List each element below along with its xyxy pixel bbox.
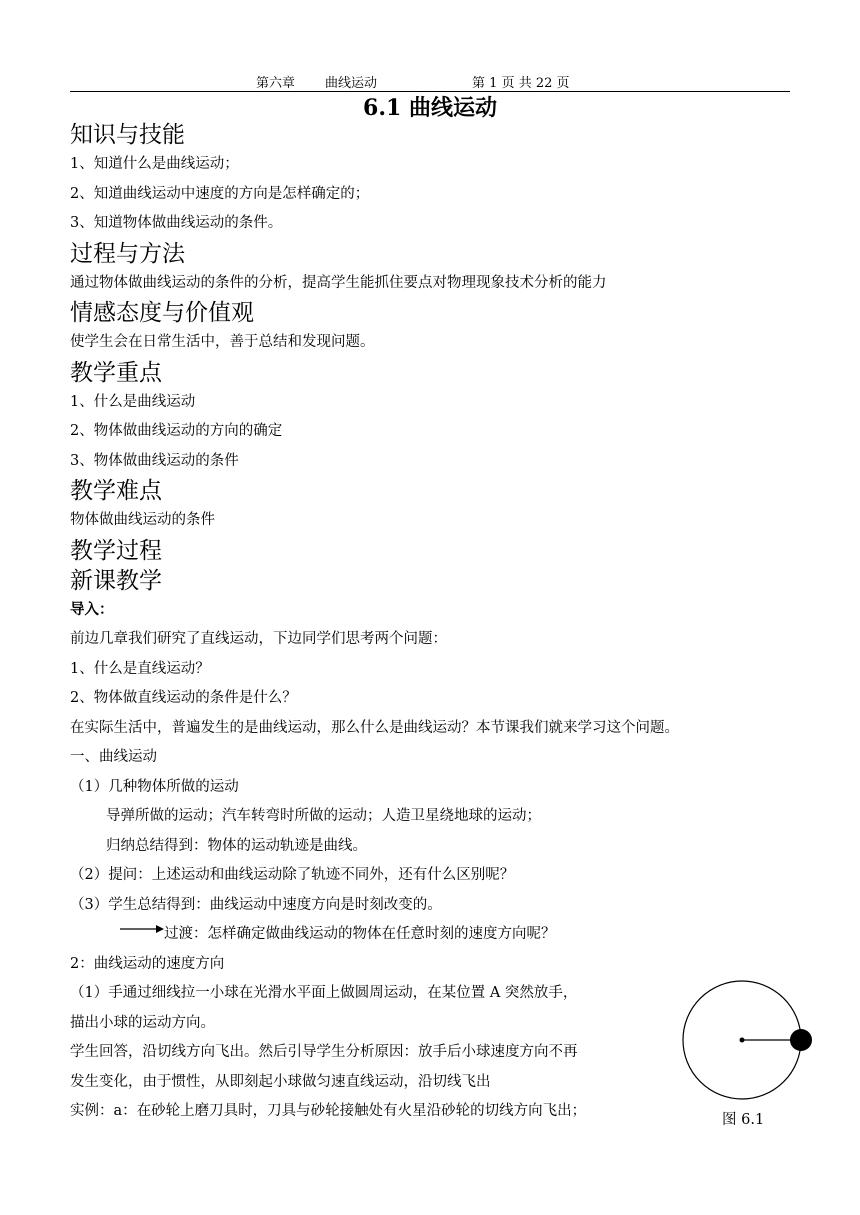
center-point	[740, 1038, 745, 1043]
heading-new-lesson: 新课教学	[70, 567, 162, 594]
heading-knowledge: 知识与技能	[70, 122, 185, 148]
paragraph: 物体做曲线运动的条件	[70, 512, 215, 528]
arrow-right-icon	[120, 924, 164, 934]
paragraph: 描出小球的运动方向。	[70, 1014, 215, 1031]
paragraph: 前边几章我们研究了直线运动，下边同学们思考两个问题：	[70, 631, 447, 647]
heading-focus: 教学重点	[70, 359, 162, 386]
heading-difficulty: 教学难点	[70, 478, 162, 504]
header-page-info: 第 1 页 共 22 页	[472, 76, 570, 91]
paragraph: 学生回答，沿切线方向飞出。然后引导学生分析原因：放手后小球速度方向不再	[70, 1044, 578, 1060]
paragraph: 在实际生活中，普遍发生的是曲线运动，那么什么是曲线运动？本节课我们就来学习这个问题。	[70, 719, 679, 736]
paragraph: 归纳总结得到：物体的运动轨迹是曲线。	[106, 837, 367, 854]
paragraph: 发生变化，由于惯性，从即刻起小球做匀速直线运动，沿切线飞出	[70, 1073, 491, 1090]
page-title: 6.1 曲线运动	[363, 95, 497, 121]
paragraph: （1）手通过细线拉一小球在光滑水平面上做圆周运动，在某位置 A 突然放手，	[70, 985, 578, 1001]
transition-text: 过渡：怎样确定做曲线运动的物体在任意时刻的速度方向呢？	[164, 926, 556, 942]
heading-emotion: 情感态度与价值观	[70, 300, 254, 326]
header-chapter-title: 曲线运动	[325, 76, 378, 91]
header-chapter: 第六章	[256, 76, 296, 91]
list-item: 1、什么是直线运动？	[70, 660, 210, 677]
intro-label: 导入：	[70, 601, 114, 618]
list-item: （3）学生总结得到：曲线运动中速度方向是时刻改变的。	[70, 896, 442, 913]
document-body	[70, 120, 800, 1127]
list-item: 2、物体做曲线运动的方向的确定	[70, 423, 283, 439]
paragraph: 导弹所做的运动；汽车转弯时所做的运动；人造卫星绕地球的运动；	[106, 808, 541, 824]
figure-caption: 图 6.1	[722, 1112, 765, 1128]
list-item: 3、知道物体做曲线运动的条件。	[70, 215, 283, 231]
list-item: 1、什么是曲线运动	[70, 393, 196, 410]
paragraph: 实例：a：在砂轮上磨刀具时，刀具与砂轮接触处有火星沿砂轮的切线方向飞出；	[70, 1103, 587, 1119]
section-title: 2：曲线运动的速度方向	[70, 955, 225, 972]
list-item: 1、知道什么是曲线运动；	[70, 156, 239, 172]
transition-line	[70, 920, 800, 950]
section-title: 一、曲线运动	[70, 749, 157, 765]
list-item: 2、物体做直线运动的条件是什么？	[70, 690, 297, 706]
header-rule	[70, 91, 790, 92]
paragraph: 通过物体做曲线运动的条件的分析，提高学生能抓住要点对物理现象技术分析的能力	[70, 274, 607, 291]
list-item: 2、知道曲线运动中速度的方向是怎样确定的；	[70, 185, 370, 202]
ball	[790, 1029, 812, 1051]
list-item: 3、物体做曲线运动的条件	[70, 452, 239, 469]
heading-procedure: 教学过程	[70, 537, 162, 564]
list-item: （1）几种物体所做的运动	[70, 778, 239, 795]
page-header	[256, 72, 570, 91]
paragraph: 使学生会在日常生活中，善于总结和发现问题。	[70, 334, 375, 350]
list-item: （2）提问：上述运动和曲线运动除了轨迹不同外，还有什么区别呢？	[70, 867, 515, 883]
heading-process: 过程与方法	[70, 240, 185, 267]
